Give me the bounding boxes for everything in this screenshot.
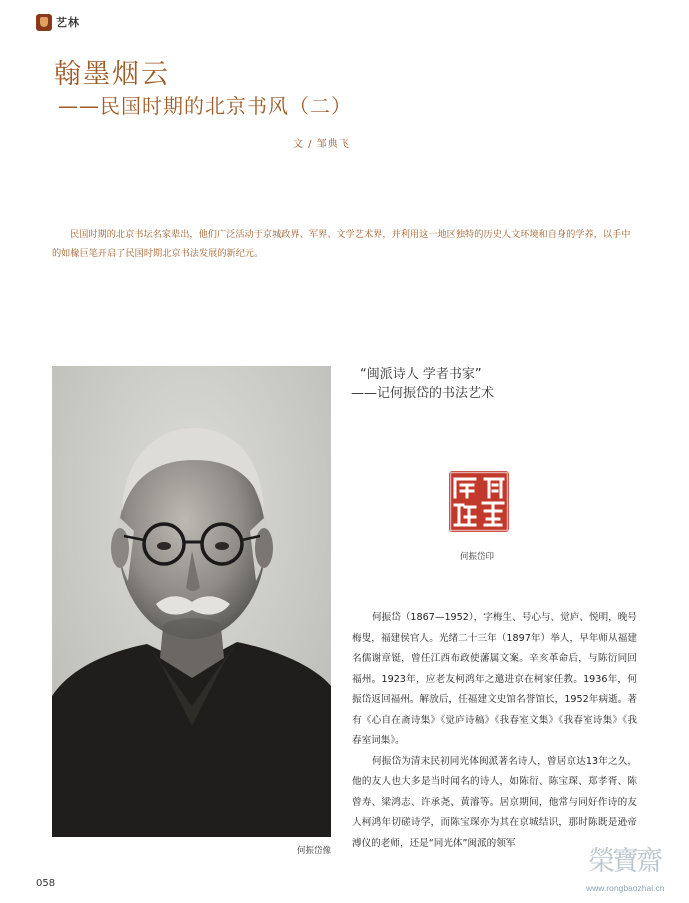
article-body [352,608,637,854]
body-paragraph: 何振岱（1867—1952），字梅生、号心与、觉庐、悦明，晚号梅叟，福建侯官人。光绪二十三年（1897年）举人，早年师从福建名儒谢章铤，曾任江西布政使藩属文案。辛亥革命后，与陈衍同回福州。1923年，应老友柯鸿年之邀进京在柯家任教。1936年，何振岱返回福州。解放后，任福建文史馆名誉馆长，1952年病逝。著有《心自在斋诗集》《觉庐诗稿》《我春室文集》《我春室诗集》《我春室词集》。 [352,612,637,746]
watermark-logo-icon: 榮寶齋 [588,846,660,877]
portrait-caption: 何振岱像 [297,846,332,856]
watermark [582,845,686,899]
page-number: 058 [36,878,56,889]
seal-stamp [449,471,509,532]
portrait-photo [52,366,331,837]
portrait-illustration [52,366,331,837]
magazine-logo-icon [36,14,52,31]
article-subtitle: ——民国时期的北京书风（二） [58,94,352,118]
seal-caption: 何振岱印 [460,552,495,562]
watermark-url: www.rongbaozhai.cn [586,883,665,893]
article-title: 翰墨烟云 [54,59,170,90]
article-author: 文 / 邹典飞 [293,139,350,150]
seal-glyphs-icon [449,471,509,532]
section-title: “闽派诗人 学者书家” [360,367,482,382]
section-tag [36,12,80,32]
section-tag-label: 艺林 [56,16,80,29]
article-intro: 民国时期的北京书坛名家辈出，他们广泛活动于京城政界、军界、文学艺术界，并利用这一地区独特的历史人文环境和自身的学养，以手中的如椽巨笔开启了民国时期北京书法发展的新纪元。 [52,229,631,259]
body-paragraph: 何振岱为清末民初同光体闽派著名诗人，曾居京达13年之久，他的友人也大多是当时闻名的诗人，如陈衍、陈宝琛、郑孝胥、陈曾寿、梁鸿志、许承尧、黄濬等。居京期间，他常与同好作诗的友人柯鸿年切磋诗学，而陈宝琛亦为其在京城结识，那时陈既是逊帝溥仪的老师，还是“同光体”闽派的领军 [352,755,637,849]
section-subtitle: ——记何振岱的书法艺术 [351,386,495,401]
